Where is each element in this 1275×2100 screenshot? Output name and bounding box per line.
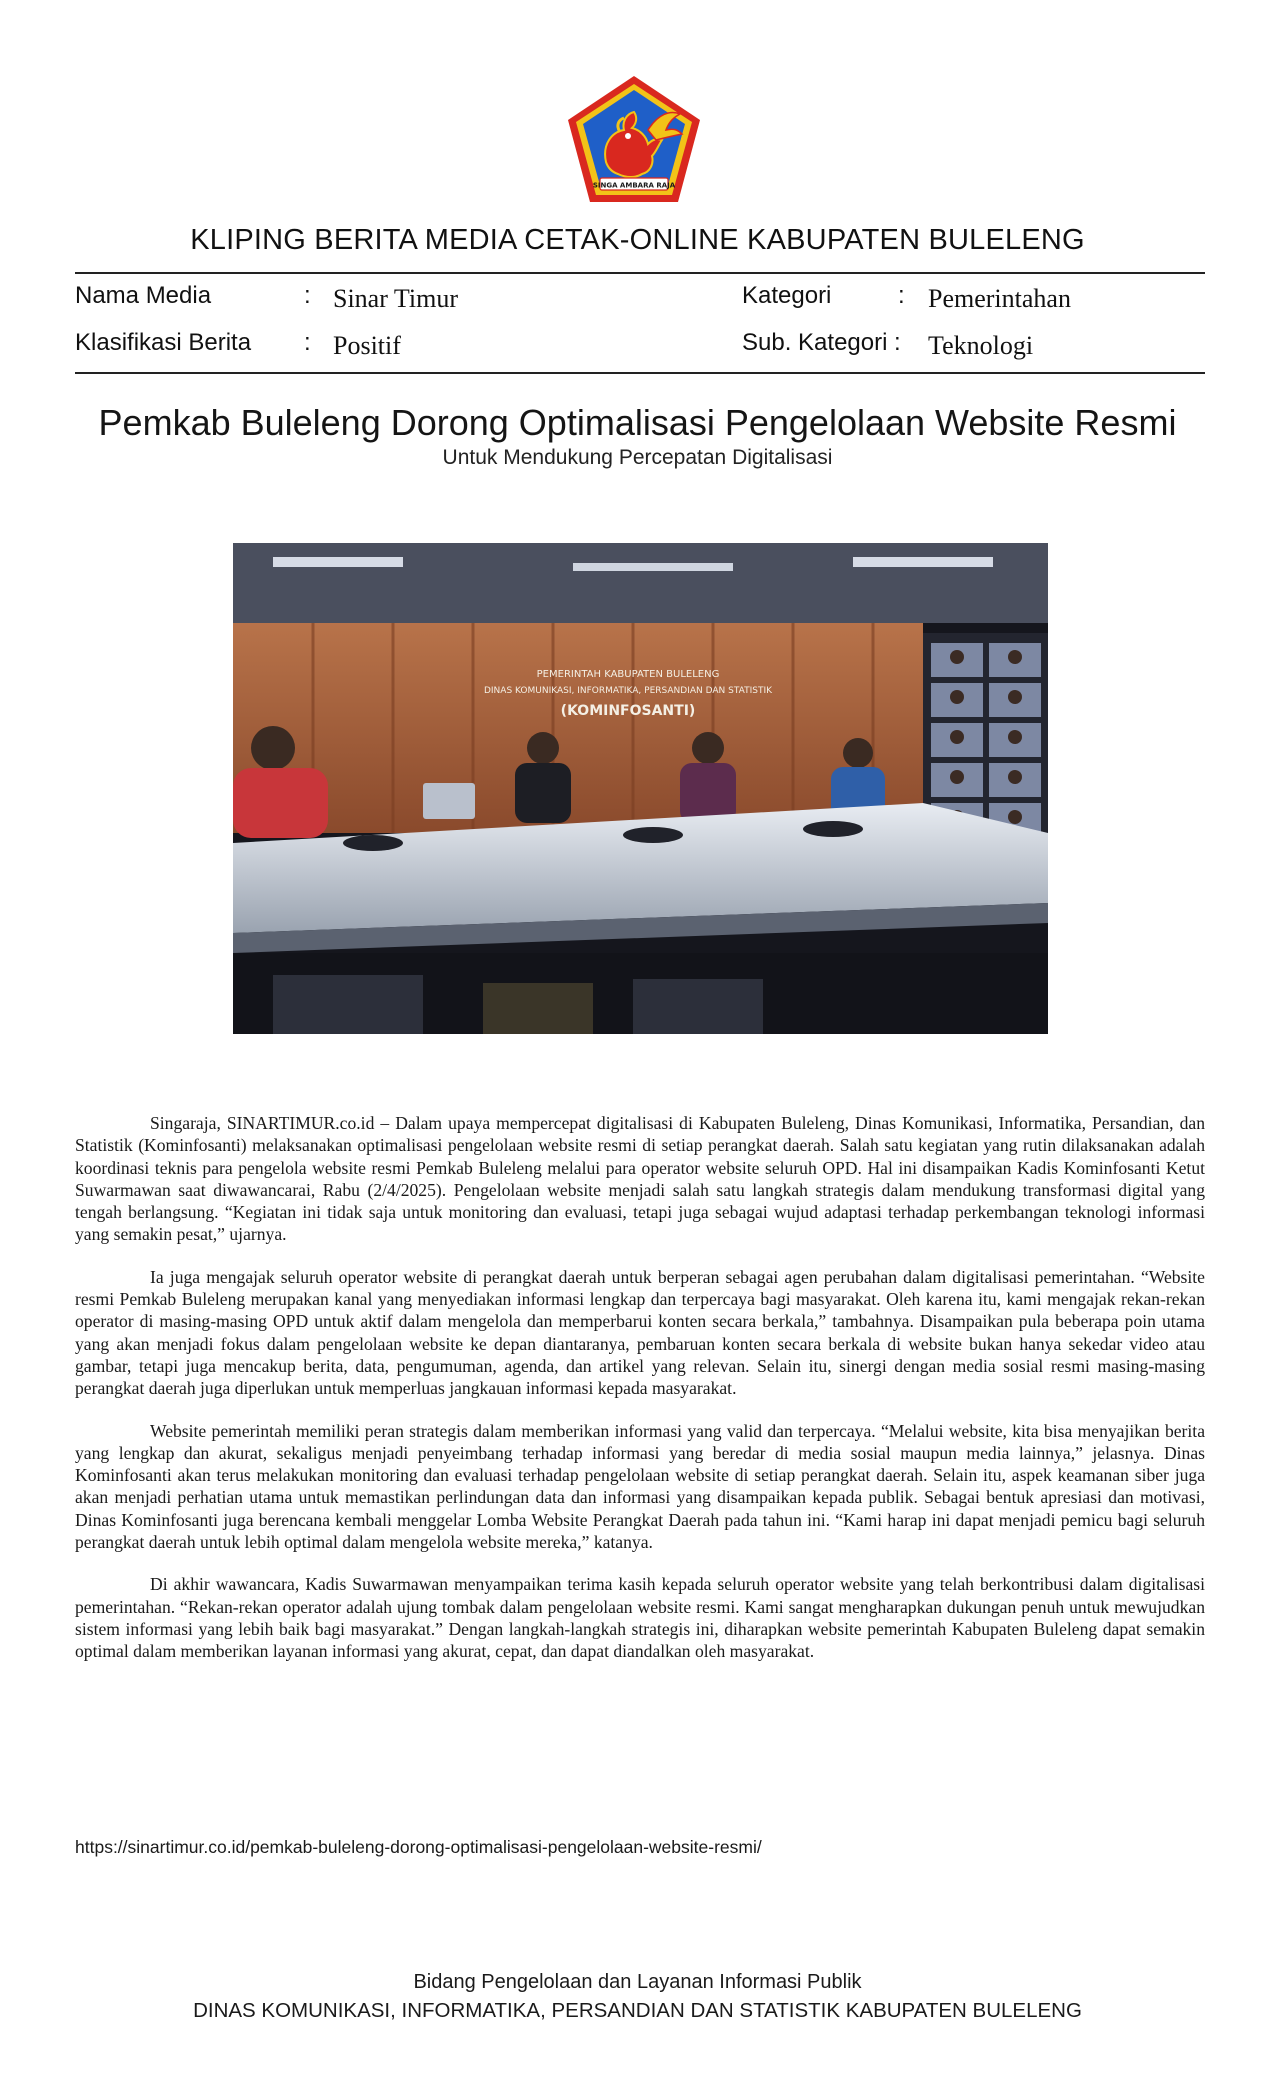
- sub-kategori-label: Sub. Kategori: [742, 329, 888, 356]
- nama-media-value: Sinar Timur: [333, 284, 458, 313]
- article-paragraph-1: Singaraja, SINARTIMUR.co.id – Dalam upaya mempercepat digitalisasi di Kabupaten Buleleng, Dinas Komunikasi, Informatika, Persandian, dan Statistik (Kominfosanti) melaksanakan optimalisasi pengelolaan website resmi di setiap perangkat daerah. Salah satu kegiatan yang rutin dilaksanakan adalah koordinasi teknis para pengelola website resmi Pemkab Buleleng melalui para operator website seluruh OPD. Hal ini disampaikan Kadis Kominfosanti Ketut Suwarmawan saat diwawancarai, Rabu (2/4/2025). Pengelolaan website menjadi salah satu langkah strategis dalam mendukung transformasi digital yang tengah berlangsung. “Kegiatan ini tidak saja untuk monitoring dan evaluasi, tetapi juga sebagai wujud adaptasi terhadap perkembangan teknologi informasi yang semakin pesat,” ujarnya.: [75, 1113, 1205, 1245]
- sub-kategori-value: Teknologi: [928, 331, 1034, 360]
- source-url-link[interactable]: https://sinartimur.co.id/pemkab-buleleng-dorong-optimalisasi-pengelolaan-website-resmi/: [75, 1837, 762, 1857]
- document-title: KLIPING BERITA MEDIA CETAK-ONLINE KABUPATEN BULELENG: [190, 224, 1085, 256]
- klasifikasi-colon: :: [304, 329, 311, 356]
- footer-division: Bidang Pengelolaan dan Layanan Informasi Publik: [413, 1971, 862, 1993]
- meeting-photo-illustration: [233, 543, 1048, 1034]
- nama-media-label: Nama Media: [75, 282, 212, 309]
- klasifikasi-label: Klasifikasi Berita: [75, 329, 252, 356]
- footer-agency: DINAS KOMUNIKASI, INFORMATIKA, PERSANDIAN DAN STATISTIK KABUPATEN BULELENG: [193, 1999, 1082, 2022]
- klasifikasi-value: Positif: [333, 331, 401, 360]
- article-photo: [233, 543, 1048, 1034]
- wall-sign-line2: DINAS KOMUNIKASI, INFORMATIKA, PERSANDIAN DAN STATISTIK: [483, 686, 773, 696]
- article-body: [75, 1112, 1205, 1683]
- regency-logo: [566, 74, 702, 204]
- logo-motto: SINGA AMBARA RAJA: [592, 181, 676, 190]
- article-headline: Pemkab Buleleng Dorong Optimalisasi Pengelolaan Website Resmi: [98, 402, 1177, 443]
- kategori-colon: :: [898, 282, 905, 309]
- kategori-value: Pemerintahan: [928, 284, 1071, 313]
- nama-media-colon: :: [304, 282, 311, 309]
- article-subheadline: Untuk Mendukung Percepatan Digitalisasi: [442, 446, 833, 469]
- article-paragraph-2: Ia juga mengajak seluruh operator website di perangkat daerah untuk berperan sebagai agen perubahan dalam digitalisasi pemerintahan. “Website resmi Pemkab Buleleng merupakan kanal yang menyediakan informasi lengkap dan terpercaya bagi masyarakat. Oleh karena itu, kami mengajak rekan-rekan operator di masing-masing OPD untuk aktif dalam mengelola dan memperbarui konten secara berkala,” tambahnya. Disampaikan pula beberapa poin utama yang akan menjadi fokus dalam pengelolaan website ke depan diantaranya, pembaruan konten secara berkala di website bukan hanya sekedar video atau gambar, tetapi juga mencakup berita, data, pengumuman, agenda, dan artikel yang relevan. Selain itu, sinergi dengan media sosial resmi masing-masing perangkat daerah juga diperlukan untuk memperluas jangkauan informasi kepada masyarakat.: [75, 1266, 1205, 1399]
- sub-kategori-colon: :: [894, 329, 901, 356]
- wall-sign-line3: (KOMINFOSANTI): [560, 703, 696, 719]
- top-divider: [75, 272, 1205, 274]
- article-paragraph-3: Website pemerintah memiliki peran strategis dalam memberikan informasi yang valid dan terpercaya. “Melalui website, kita bisa menyajikan berita yang lengkap dan akurat, sekaligus menjadi penyeimbang terhadap informasi yang beredar di media sosial maupun media lainnya,” jelasnya. Dinas Kominfosanti akan terus melakukan monitoring dan evaluasi terhadap pengelolaan website di setiap perangkat daerah. Selain itu, aspek keamanan siber juga akan menjadi perhatian utama untuk memastikan perlindungan data dan informasi yang disampaikan kepada publik. Sebagai bentuk apresiasi dan motivasi, Dinas Kominfosanti juga berencana kembali menggelar Lomba Website Perangkat Daerah pada tahun ini. “Kami harap ini dapat menjadi pemicu bagi seluruh perangkat daerah untuk lebih optimal dalam mengelola website mereka,” katanya.: [75, 1420, 1205, 1553]
- wall-sign-line1: PEMERINTAH KABUPATEN BULELENG: [536, 669, 720, 680]
- kategori-label: Kategori: [742, 282, 832, 309]
- bottom-divider: [75, 372, 1205, 374]
- singa-ambara-raja-emblem-icon: [566, 74, 702, 204]
- article-paragraph-4: Di akhir wawancara, Kadis Suwarmawan menyampaikan terima kasih kepada seluruh operator website yang telah berkontribusi dalam digitalisasi pemerintahan. “Rekan-rekan operator adalah ujung tombak dalam pengelolaan website resmi. Kami sangat mengharapkan dukungan penuh untuk mewujudkan sistem informasi yang lebih baik bagi masyarakat.” Dengan langkah-langkah strategis ini, diharapkan website pemerintah Kabupaten Buleleng dapat semakin optimal dalam memberikan layanan informasi yang akurat, cepat, dan dapat diandalkan oleh masyarakat.: [75, 1574, 1205, 1662]
